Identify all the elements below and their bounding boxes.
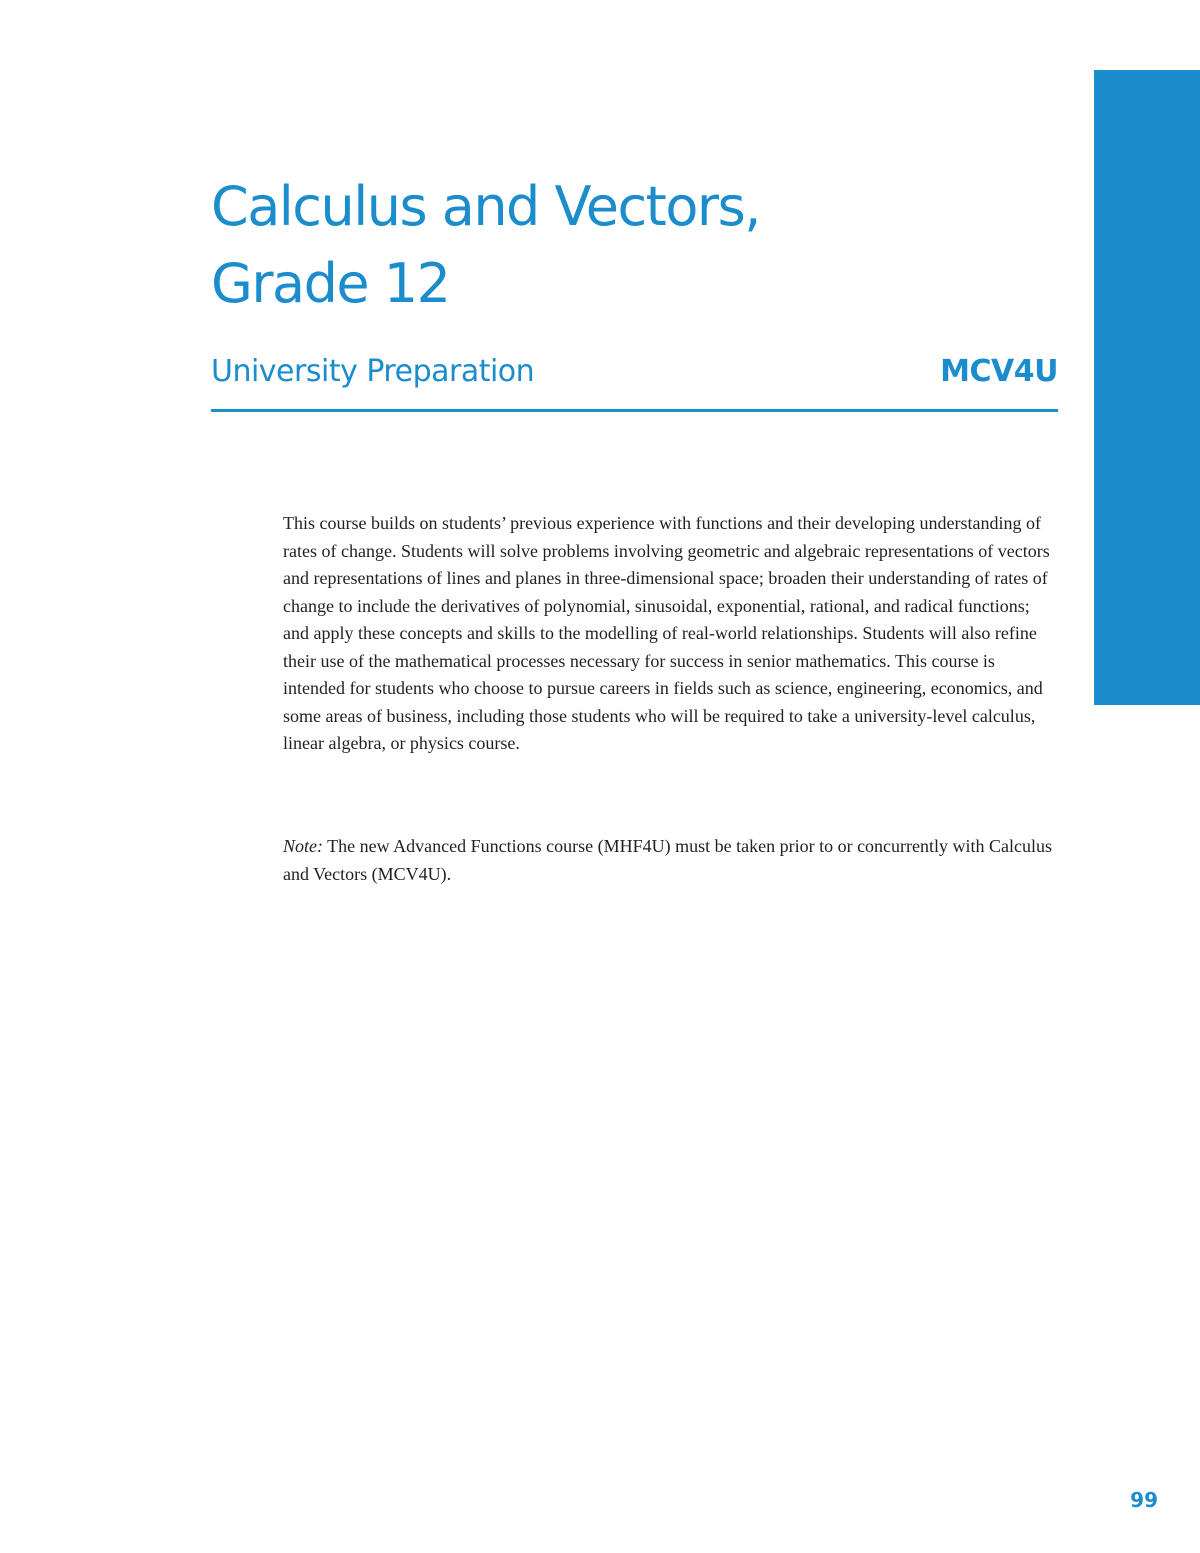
note-label: Note: — [283, 836, 323, 856]
section-tab-bar — [1094, 70, 1200, 705]
page-title — [211, 168, 760, 322]
course-note — [283, 833, 1058, 888]
title-line-2: Grade 12 — [211, 252, 450, 315]
course-type-subtitle: University Preparation — [211, 354, 535, 389]
page-number: 99 — [1130, 1488, 1158, 1512]
course-description: This course builds on students’ previous experience with functions and their developing understanding of rates of change. Students will solve problems involving geometric and algebraic representations of vectors and representations of lines and planes in three-dimensional space; broaden their understanding of rates of change to include the derivatives of polynomial, sinusoidal, exponential, rational, and radical functions; and apply these concepts and skills to the modelling of real-world relationships. Students will also refine their use of the mathematical processes necessary for success in senior mathematics. This course is intended for students who choose to pursue careers in fields such as science, engineering, economics, and some areas of business, including those students who will be required to take a university-level calculus, linear algebra, or physics course. — [283, 513, 1050, 753]
title-line-1: Calculus and Vectors, — [211, 175, 760, 238]
subtitle-row — [211, 350, 1058, 394]
note-text: The new Advanced Functions course (MHF4U) must be taken prior to or concurrently with Calculus and Vectors (MCV4U). — [283, 836, 1053, 884]
heading-divider — [211, 409, 1058, 412]
course-code: MCV4U — [940, 354, 1058, 389]
